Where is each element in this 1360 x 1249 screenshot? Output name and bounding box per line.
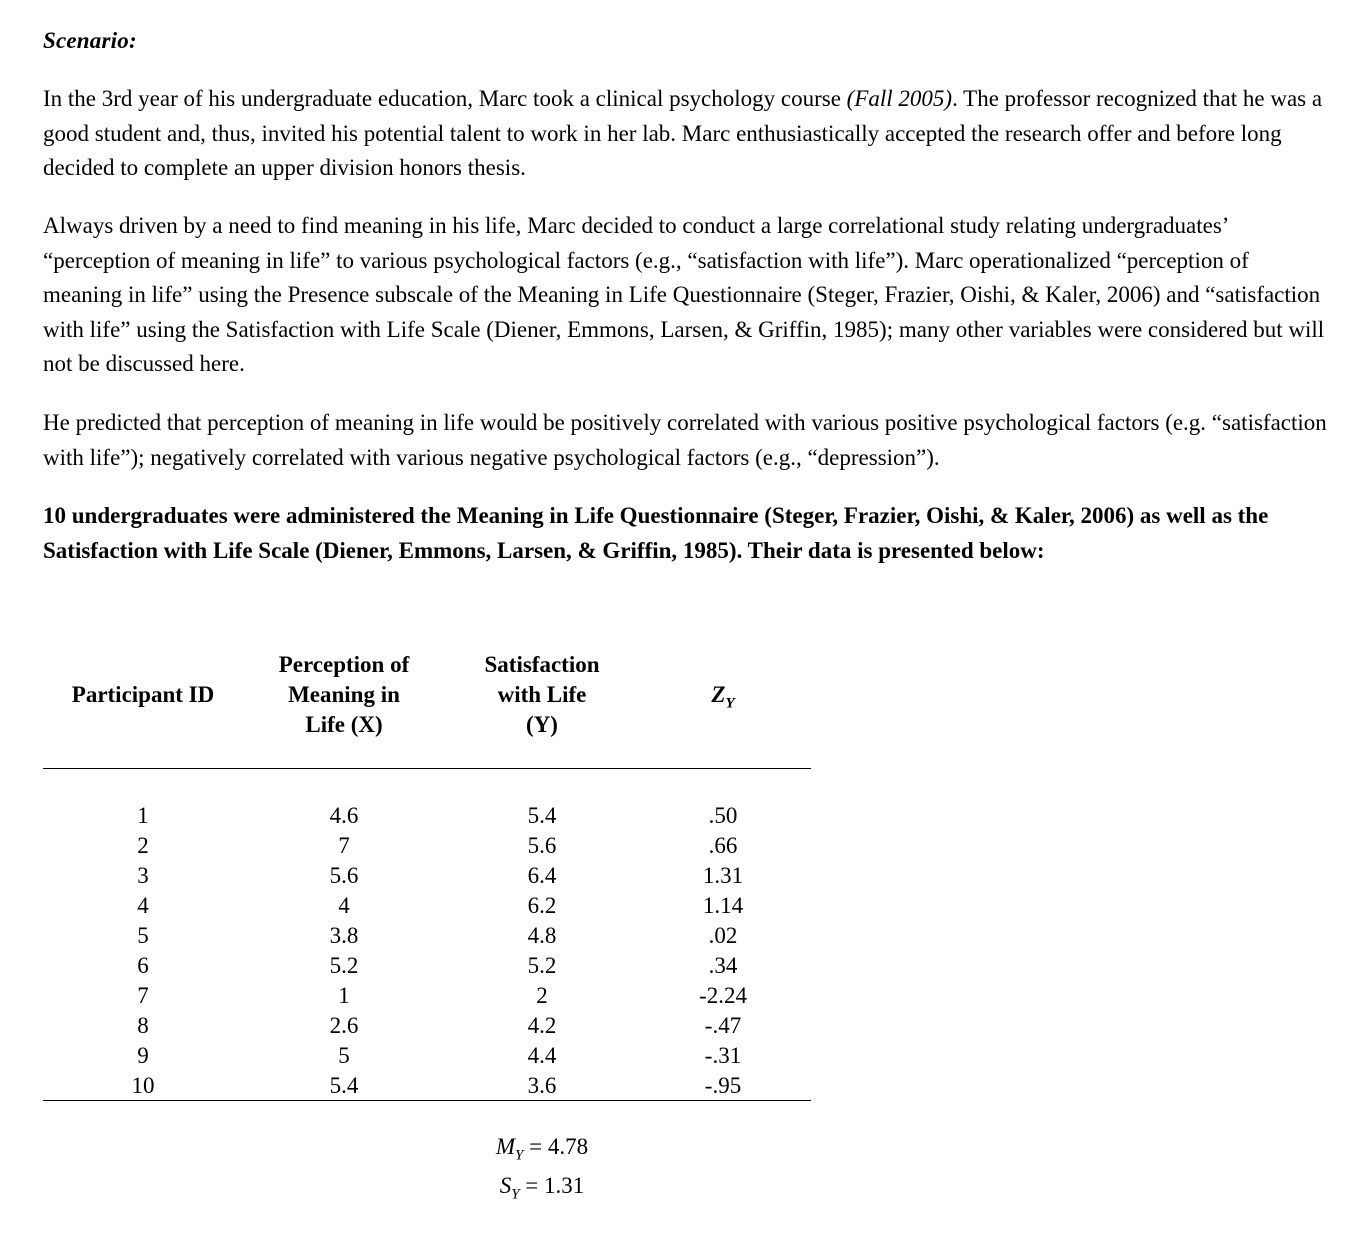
summary-statistics xyxy=(445,1132,639,1209)
participant-id-cell: 6 xyxy=(137,953,149,978)
table-row xyxy=(43,861,811,891)
mean-subscript: Y xyxy=(515,1147,524,1164)
z-score-cell: 1.14 xyxy=(702,893,744,918)
meaning-value-cell: 4 xyxy=(338,893,350,918)
header-y-line1: Satisfaction xyxy=(484,652,600,677)
table-row xyxy=(43,951,811,981)
table-row xyxy=(43,801,811,831)
header-satisfaction-with-life xyxy=(445,650,639,740)
mean-y xyxy=(445,1132,639,1171)
table-row xyxy=(43,981,811,1011)
z-score-cell: -.31 xyxy=(704,1043,742,1068)
satisfaction-value-cell: 3.6 xyxy=(527,1073,557,1098)
paragraph-study-design: Always driven by a need to find meaning in his life, Marc decided to conduct a large correlational study relating undergraduates’ “perception of meaning in life” to various psychological factors (e.g., “satisfaction with life”). Marc operationalized “perception of meaning in life” using the Presence subscale of the Meaning in Life Questionnaire (Steger, Frazier, Oishi, & Kaler, 2006) and “satisfaction with life” using the Satisfaction with Life Scale (Diener, Emmons, Larsen, & Griffin, 1985); many other variables were considered but will not be discussed here. xyxy=(43,213,1325,376)
participant-id-cell: 9 xyxy=(137,1043,149,1068)
header-x-line2: Meaning in xyxy=(288,682,400,707)
sd-y xyxy=(445,1171,639,1210)
meaning-value-cell: 2.6 xyxy=(329,1013,359,1038)
meaning-value-cell: 1 xyxy=(338,983,350,1008)
table-row xyxy=(43,891,811,921)
z-score-cell: -.95 xyxy=(704,1073,742,1098)
header-x-line3: Life (X) xyxy=(305,712,383,737)
header-meaning-in-life xyxy=(243,650,445,740)
meaning-value-cell: 4.6 xyxy=(329,803,359,828)
z-score-cell: 1.31 xyxy=(702,863,744,888)
satisfaction-value-cell: 4.4 xyxy=(527,1043,557,1068)
z-score-cell: .50 xyxy=(708,803,738,828)
scenario-heading: Scenario: xyxy=(43,28,137,53)
header-participant-id: Participant ID xyxy=(71,682,215,707)
course-term: (Fall 2005) xyxy=(846,86,953,111)
paragraph-data-intro: 10 undergraduates were administered the Meaning in Life Questionnaire (Steger, Frazier, Oishi, & Kaler, 2006) as well as the Satisfaction with Life Scale (Diener, Emmons, Larsen, & Griffin, 1985). Their data is presented below: xyxy=(43,503,1269,563)
participant-id-cell: 3 xyxy=(137,863,149,888)
meaning-value-cell: 5.6 xyxy=(329,863,359,888)
paragraph-intro-start: In the 3rd year of his undergraduate education, Marc took a clinical psychology course xyxy=(43,86,847,111)
header-z-score xyxy=(643,680,803,719)
participant-id-cell: 2 xyxy=(137,833,149,858)
table-row xyxy=(43,921,811,951)
participant-id-cell: 10 xyxy=(131,1073,155,1098)
header-y-line2: with Life xyxy=(497,682,587,707)
satisfaction-value-cell: 5.4 xyxy=(527,803,557,828)
sd-value: = 1.31 xyxy=(525,1172,585,1198)
meaning-value-cell: 5.2 xyxy=(329,953,359,978)
sd-subscript: Y xyxy=(511,1186,520,1203)
sd-symbol: S xyxy=(499,1172,512,1198)
header-z-subscript: Y xyxy=(725,695,735,712)
participant-id-cell: 4 xyxy=(137,893,149,918)
paragraph-intro xyxy=(43,82,1328,186)
table-row xyxy=(43,831,811,861)
satisfaction-value-cell: 2 xyxy=(536,983,548,1008)
table-row xyxy=(43,1041,811,1071)
meaning-value-cell: 7 xyxy=(338,833,350,858)
z-score-cell: .34 xyxy=(708,953,738,978)
meaning-value-cell: 5.4 xyxy=(329,1073,359,1098)
satisfaction-value-cell: 4.8 xyxy=(527,923,557,948)
z-score-cell: .66 xyxy=(708,833,738,858)
satisfaction-value-cell: 6.4 xyxy=(527,863,557,888)
table-body xyxy=(43,801,811,1101)
header-y-line3: (Y) xyxy=(526,712,558,737)
satisfaction-value-cell: 6.2 xyxy=(527,893,557,918)
meaning-value-cell: 3.8 xyxy=(329,923,359,948)
table-top-rule xyxy=(43,768,811,769)
participant-id-cell: 7 xyxy=(137,983,149,1008)
participant-id-cell: 8 xyxy=(137,1013,149,1038)
paragraph-hypothesis: He predicted that perception of meaning in life would be positively correlated with various positive psychological factors (e.g. “satisfaction with life”); negatively correlated with various negative psychological factors (e.g., “depression”). xyxy=(43,410,1327,470)
paragraph-intro-end: . The professor recognized that he was a good student and, thus, invited his potential talent to work in her lab. Marc enthusiastically accepted the research offer and before long decided to complete an upper division honors thesis. xyxy=(43,86,1323,180)
mean-symbol: M xyxy=(495,1134,516,1159)
z-score-cell: .02 xyxy=(708,923,738,948)
header-x-line1: Perception of xyxy=(278,652,410,677)
table-row xyxy=(43,1071,811,1101)
z-score-cell: -2.24 xyxy=(699,983,747,1008)
meaning-value-cell: 5 xyxy=(338,1043,350,1068)
satisfaction-value-cell: 5.6 xyxy=(527,833,557,858)
participant-id-cell: 5 xyxy=(137,923,149,948)
table-bottom-rule xyxy=(43,1100,811,1101)
table-row xyxy=(43,1011,811,1041)
header-z-symbol: Z xyxy=(711,682,726,707)
satisfaction-value-cell: 4.2 xyxy=(527,1013,557,1038)
mean-value: = 4.78 xyxy=(529,1134,589,1159)
participant-id-cell: 1 xyxy=(137,803,149,828)
satisfaction-value-cell: 5.2 xyxy=(527,953,557,978)
z-score-cell: -.47 xyxy=(704,1013,742,1038)
